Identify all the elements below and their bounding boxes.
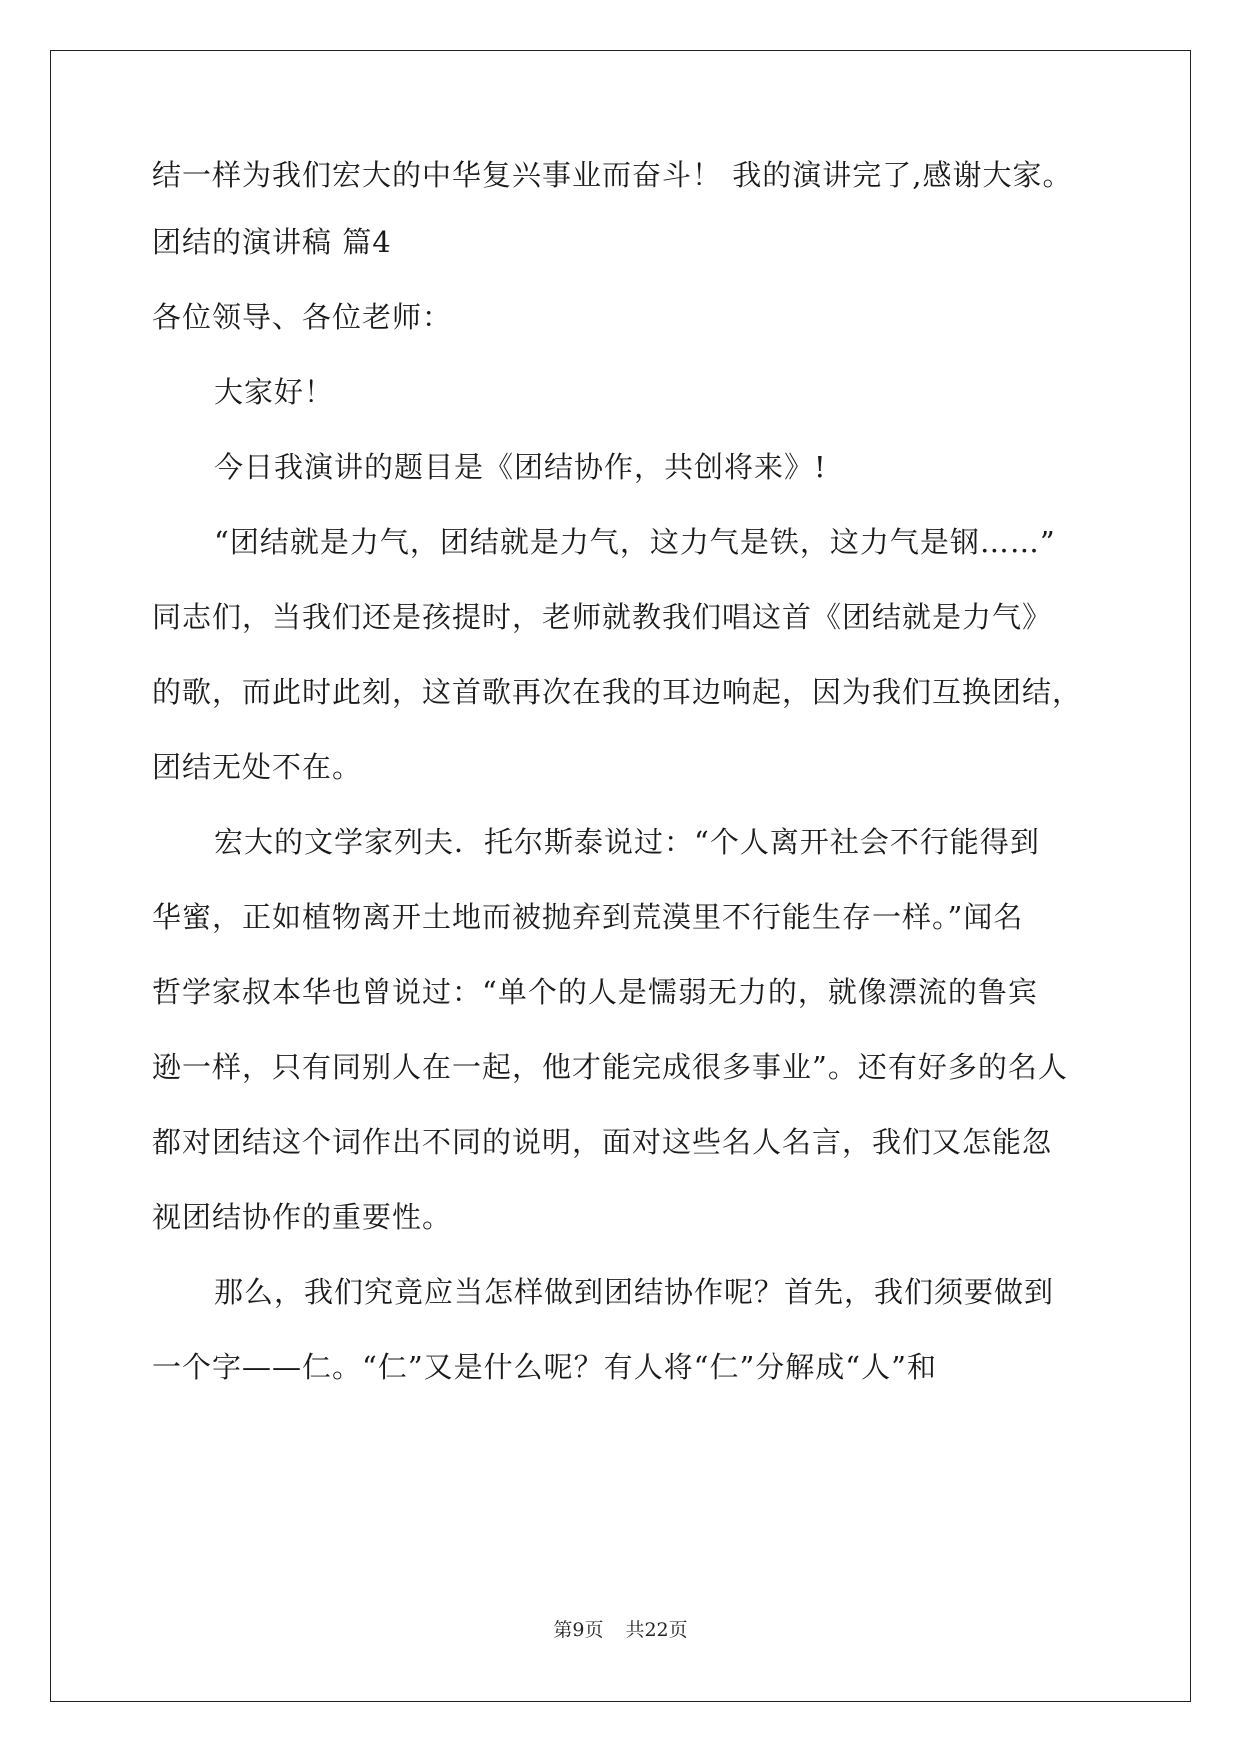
body-line: 哲学家叔本华也曾说过：“单个的人是懦弱无力的，就像漂流的鲁宾 [152, 975, 1038, 1009]
body-line: 结一样为我们宏大的中华复兴事业而奋斗！ 我的演讲完了,感谢大家。 [152, 158, 1073, 192]
body-line: 一个字——仁。“仁”又是什么呢？有人将“仁”分解成“人”和 [152, 1350, 937, 1384]
body-line: 团结无处不在。 [152, 750, 363, 784]
page-number: 第9页 [553, 1619, 604, 1641]
page-footer [0, 1615, 1241, 1642]
body-line: 都对团结这个词作出不同的说明，面对这些名人名言，我们又怎能忽 [152, 1125, 1053, 1159]
body-line: 的歌，而此时此刻，这首歌再次在我的耳边响起，因为我们互换团结， [152, 675, 1083, 709]
body-line: 同志们，当我们还是孩提时，老师就教我们唱这首《团结就是力气》 [152, 600, 1053, 634]
body-line: “团结就是力气，团结就是力气，这力气是铁，这力气是钢……” [214, 525, 1056, 559]
page-total: 共22页 [625, 1619, 688, 1641]
body-line: 那么，我们究竟应当怎样做到团结协作呢？首先，我们须要做到 [214, 1275, 1055, 1309]
body-line: 华蜜，正如植物离开土地而被抛弃到荒漠里不行能生存一样。”闻名 [152, 900, 1024, 934]
body-line: 宏大的文学家列夫．托尔斯泰说过：“个人离开社会不行能得到 [214, 825, 1040, 859]
salutation: 各位领导、各位老师： [152, 300, 453, 334]
greeting: 大家好！ [214, 375, 335, 409]
body-line: 视团结协作的重要性。 [152, 1200, 453, 1234]
section-heading: 团结的演讲稿 篇4 [152, 225, 392, 259]
body-line: 逊一样，只有同别人在一起，他才能完成很多事业”。还有好多的名人 [152, 1050, 1068, 1084]
body-line: 今日我演讲的题目是《团结协作，共创将来》! [214, 450, 827, 484]
